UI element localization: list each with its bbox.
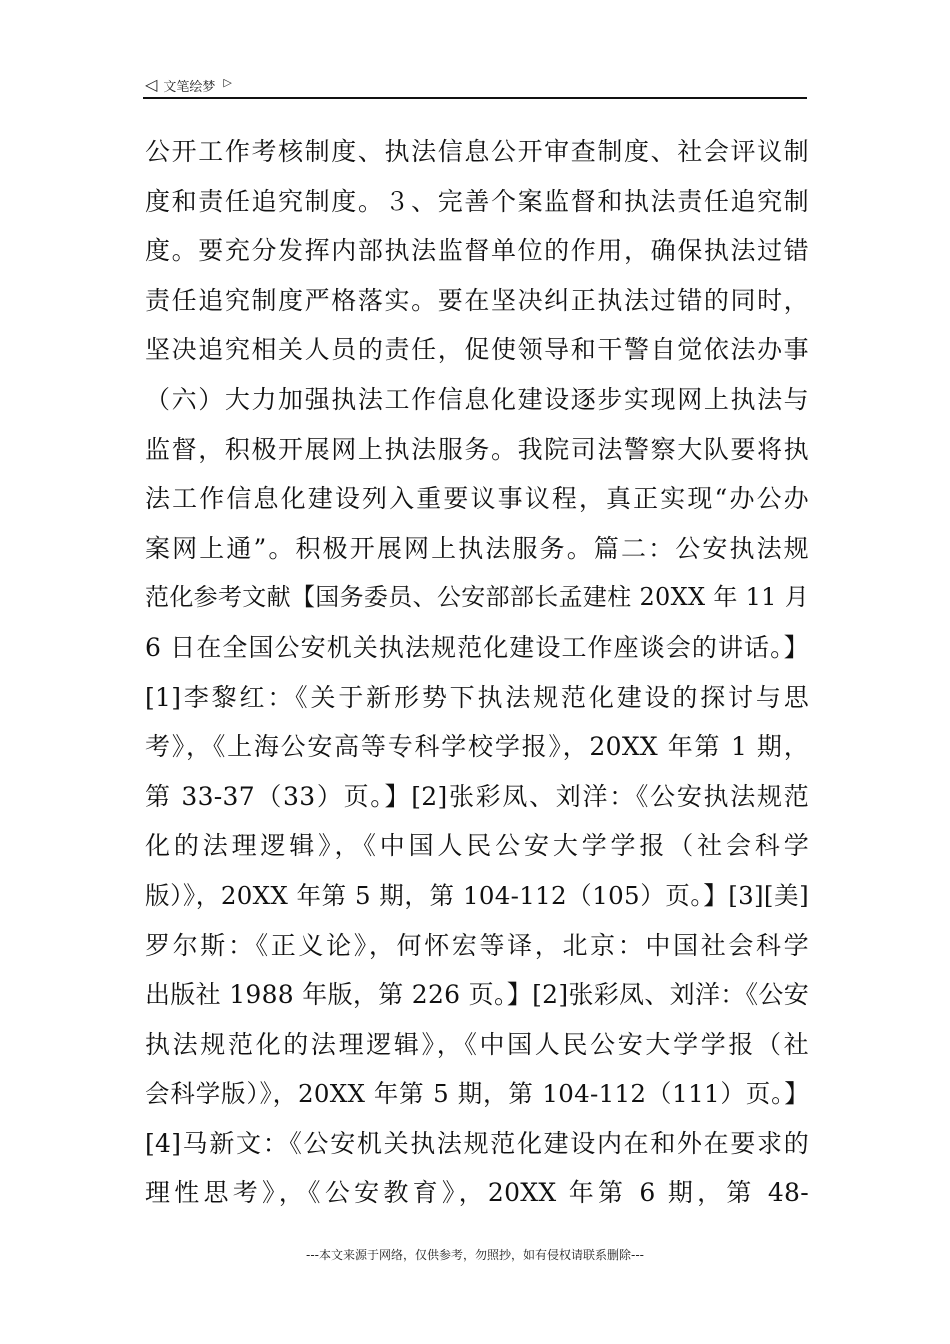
text-line: 案网上通”。积极开展网上执法服务。篇二：公安执法规 (145, 533, 809, 563)
right-triangle-icon: ▷ (223, 75, 232, 89)
document-body (145, 127, 809, 1218)
text-line: [1]李黎红：《关于新形势下执法规范化建设的探讨与思 (145, 682, 809, 712)
text-line: 度。要充分发挥内部执法监督单位的作用，确保执法过错 (145, 236, 809, 266)
text-line: 度和责任追究制度。３、完善个案监督和执法责任追究制 (145, 186, 809, 216)
header-divider (143, 97, 807, 99)
left-triangle-icon: ◁ (145, 75, 158, 94)
text-line: 考》，《上海公安高等专科学校学报》，20XX 年第 1 期， (145, 732, 809, 762)
text-line: 责任追究制度严格落实。要在坚决纠正执法过错的同时， (145, 285, 809, 315)
text-line: 理性思考》，《公安教育》，20XX 年第 6 期，第 48- (145, 1178, 809, 1208)
text-line: 监督，积极开展网上执法服务。我院司法警察大队要将执 (145, 434, 809, 464)
page-header (145, 74, 232, 96)
text-line: [4]马新文：《公安机关执法规范化建设内在和外在要求的 (145, 1128, 809, 1158)
text-line: 版）》，20XX 年第 5 期，第 104-112（105）页。】[3][美] (145, 880, 809, 910)
text-line: 执法规范化的法理逻辑》，《中国人民公安大学学报（社 (145, 1029, 809, 1059)
text-line: 第 33-37（33）页。】[2]张彩凤、刘洋：《公安执法规范 (145, 781, 809, 811)
text-line: 会科学版）》，20XX 年第 5 期，第 104-112（111）页。】 (145, 1079, 809, 1109)
text-line: 法工作信息化建设列入重要议事议程，真正实现“办公办 (145, 484, 809, 514)
page-footer: ---本文来源于网络，仅供参考，勿照抄，如有侵权请联系删除--- (306, 1248, 644, 1262)
text-line: 出版社 1988 年版，第 226 页。】[2]张彩凤、刘洋：《公安 (145, 980, 809, 1010)
text-line: 公开工作考核制度、执法信息公开审查制度、社会评议制 (145, 137, 809, 166)
text-line: 6 日在全国公安机关执法规范化建设工作座谈会的讲话。】 (145, 632, 809, 662)
header-title: 文笔绘梦 (163, 79, 216, 95)
text-line: 范化参考文献【国务委员、公安部部长孟建柱 20XX 年 11 月 (145, 583, 809, 612)
text-line: （六）大力加强执法工作信息化建设逐步实现网上执法与 (145, 384, 809, 414)
text-line: 化的法理逻辑》，《中国人民公安大学学报（社会科学 (145, 831, 809, 861)
text-line: 坚决追究相关人员的责任，促使领导和干警自觉依法办事 (145, 335, 809, 365)
text-line: 罗尔斯：《正义论》，何怀宏等译，北京：中国社会科学 (145, 930, 809, 960)
